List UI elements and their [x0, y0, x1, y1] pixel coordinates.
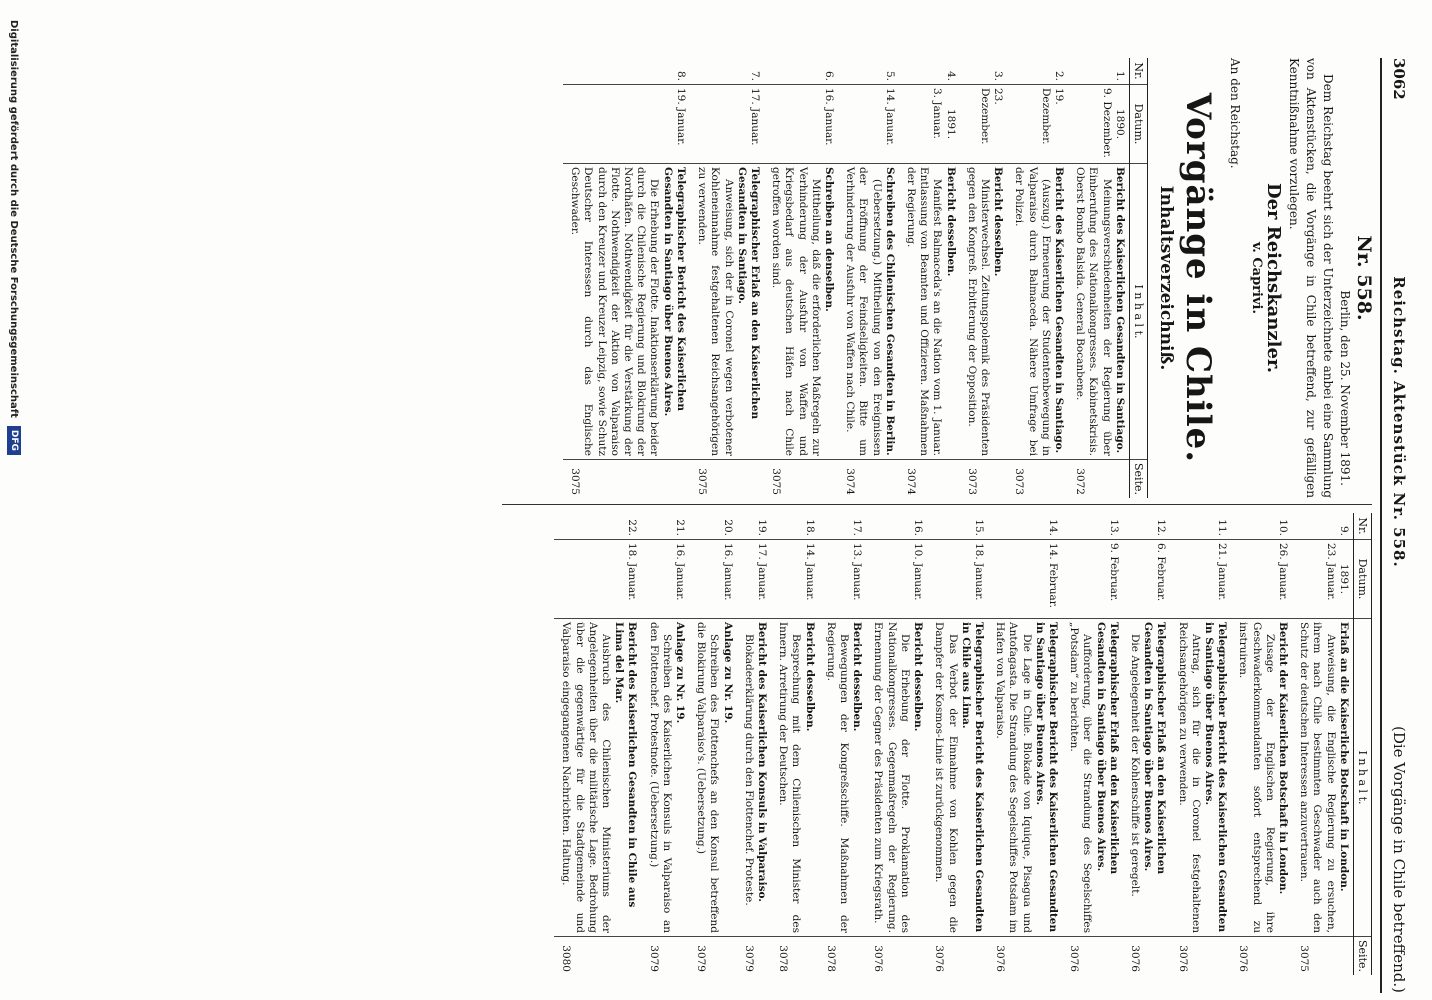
toc-entry: [988, 513, 1062, 975]
entry-year: 1891.: [1337, 563, 1350, 595]
entry-content: [771, 619, 819, 937]
entry-date: 17. Januar.: [756, 543, 769, 601]
entry-number: 18.: [803, 519, 816, 536]
entry-page: 3076: [1123, 937, 1171, 976]
toc-header-row: [1129, 58, 1147, 498]
dfg-logo-icon: DFG: [7, 426, 21, 455]
entry-number: 10.: [1276, 519, 1289, 536]
entry-subject: Bericht desselben.: [912, 622, 925, 732]
entry-summary: Die Erhebung der Flotte. Proklamation des Nationalkongresses. Gegenmaßregeln der Regierung. Ernennung der Gegner des Präsidenten zum Kriegsrath.: [872, 622, 911, 933]
entry-number: 8.: [674, 70, 687, 81]
entry-page: 3075: [1292, 937, 1353, 976]
entry-page: 3075: [563, 460, 690, 499]
entry-content: [1123, 619, 1171, 937]
entry-subject: Bericht desselben.: [803, 622, 816, 732]
entry-date: 19. Januar.: [674, 88, 687, 146]
entry-summary: Zusage der Englischen Regierung, ihre Geschwaderkommandanten sofort entsprechend zu instruiren.: [1237, 622, 1276, 933]
entry-number: 6.: [822, 70, 835, 81]
toc-entry: [563, 58, 690, 498]
entry-date: 16. Januar.: [674, 543, 687, 601]
dateline: Berlin, den 25. November 1891.: [1338, 290, 1352, 486]
entry-number: 12.: [1155, 519, 1168, 536]
entry-content: [866, 619, 927, 937]
toc-entry: [1292, 513, 1353, 975]
entry-page: 3076: [1231, 937, 1292, 976]
entry-subject: Anlage zu Nr. 19.: [674, 622, 687, 724]
entry-date-cell: [689, 540, 737, 619]
header-seite: Seite.: [1353, 937, 1371, 976]
entry-page: 3074: [838, 460, 899, 499]
entry-content: [819, 619, 867, 937]
toc-entry: [737, 513, 771, 975]
header-datum: Datum.: [1129, 85, 1147, 164]
toc-table-left: [563, 58, 1148, 498]
entry-content: [641, 619, 689, 937]
entry-content: [563, 164, 690, 460]
entry-content: [1292, 619, 1353, 937]
entry-content: [1068, 164, 1129, 460]
entry-subject: Bericht desselben.: [944, 167, 957, 277]
entry-summary: Anweisung, die Englische Regierung zu ersuchen, ihrem nach Chile bestimmten Geschwader auch den Schutz der deutschen Interessen anzuvertrauen.: [1298, 622, 1337, 933]
entry-page: 3076: [927, 937, 988, 976]
entry-page: 3079: [641, 937, 689, 976]
entry-summary: Schreiben des Kaiserlichen Konsuls in Valparaiso an den Flottenchef. Protestnote. (Uebersetzung.): [647, 622, 673, 933]
toc-entry: [554, 513, 641, 975]
entry-subject: Bericht des Kaiserlichen Gesandten in Santiago.: [1052, 167, 1065, 454]
entry-date: 14. Januar.: [883, 88, 896, 146]
entry-page: 3075: [764, 460, 838, 499]
entry-subject: Telegraphischer Erlaß an den Kaiserlichen Gesandten in Santiago.: [735, 167, 761, 420]
entry-content: [554, 619, 641, 937]
entry-content: [1231, 619, 1292, 937]
entry-date: 18. Januar.: [626, 543, 639, 601]
entry-date-cell: [1062, 540, 1123, 619]
entry-date-cell: [1292, 540, 1353, 619]
entry-number: 11.: [1216, 519, 1229, 536]
entry-date: 23. Januar.: [1324, 543, 1337, 601]
entry-subject: Telegraphischer Bericht des Kaiserlichen Gesandten in Santiago über Buenos Aires.: [661, 167, 687, 417]
entry-content: [764, 164, 838, 460]
entry-page: 3076: [866, 937, 927, 976]
entry-content: [899, 164, 960, 460]
entry-subject: Bericht desselben.: [992, 167, 1005, 277]
recipient: An den Reichstag.: [1228, 58, 1242, 169]
digitization-footer: [5, 20, 23, 980]
entry-summary: Ministerwechsel. Zeitungspolemik des Präsidenten gegen den Kongreß. Erbitterung der Opposition.: [965, 167, 991, 456]
entry-page: 3072: [1068, 460, 1129, 499]
entry-date-cell: [563, 85, 690, 164]
entry-subject: Anlage zu Nr. 19.: [721, 622, 734, 724]
toc-table-right: [554, 513, 1372, 975]
entry-page: 3076: [1170, 937, 1231, 976]
toc-header-row: [1353, 513, 1371, 975]
entry-content: [1062, 619, 1123, 937]
entry-date: 16. Januar.: [721, 543, 734, 601]
entry-page: 3073: [960, 460, 1008, 499]
entry-number: 14.: [1046, 519, 1059, 536]
entry-page: 3079: [737, 937, 771, 976]
entry-summary: Ausbruch des Chilenischen Ministeriums der Angelegenheiten über die militärische Lage. Bedrohung über die gegenwärtige für die Stadtgemeinde und Valparaiso eingegangenen Nachrichten. Haltung.: [560, 622, 613, 933]
entry-page: 3073: [1007, 460, 1068, 499]
entry-summary: (Uebersetzung.) Mittheilung von den Ereignissen der Eröffnung der Feindseligkeiten. Bitte um Verhinderung der Ausfuhr von Waffen nach Chile.: [844, 167, 883, 456]
entry-summary: Blokadeerklärung durch den Flottenchef. Proteste.: [742, 634, 755, 906]
entry-page: 3076: [988, 937, 1062, 976]
entry-number: 4.: [944, 70, 957, 81]
entry-date-cell: [737, 540, 771, 619]
entry-page: 3079: [689, 937, 737, 976]
entry-number: 5.: [883, 70, 896, 81]
entry-summary: Besprechung mit dem Chilenischen Minister des Innern. Arretirung der Deutschen.: [777, 622, 803, 933]
header-seite: Seite.: [1129, 460, 1147, 499]
entry-date: 19. Dezember.: [1039, 88, 1065, 145]
entry-date: 17. Januar.: [748, 88, 761, 146]
entry-subject: Erlaß an die Kaiserliche Botschaft in London.: [1337, 622, 1350, 892]
entry-subject: Telegraphischer Bericht des Kaiserlichen Gesandten in Chile aus Lima.: [959, 622, 985, 933]
entry-subject: Bericht desselben.: [851, 622, 864, 732]
entry-summary: Antrag, sich für die in Coronel festgehaltenen Reichsangehörigen zu verwenden.: [1176, 622, 1202, 933]
entry-date-cell: [554, 540, 641, 619]
entry-page: 3080: [554, 937, 641, 976]
entry-subject: Bericht des Kaiserlichen Gesandten in Chile aus Lima del Mar.: [613, 622, 639, 908]
entry-number: 13.: [1107, 519, 1120, 536]
entry-date-cell: [819, 540, 867, 619]
entry-page: 3074: [899, 460, 960, 499]
toc-entry: [819, 513, 867, 975]
entry-date-cell: [927, 540, 988, 619]
entry-date-cell: [988, 540, 1062, 619]
right-column: [554, 513, 1372, 975]
entry-subject: Telegraphischer Bericht des Kaiserlichen Gesandten in Santiago über Buenos Aires.: [1202, 622, 1229, 933]
entry-number: 20.: [721, 519, 734, 536]
entry-subject: Telegraphischer Erlaß an den Kaiserlichen Gesandten in Santiago über Buenos Aires.: [1094, 622, 1120, 875]
entry-date: 9. Februar.: [1107, 543, 1120, 602]
entry-summary: Bewegungen der Kongreßschiffe. Maßnahmen der Regierung.: [824, 622, 851, 933]
entry-summary: Anweisung, sich der in Coronel wegen verbotener Kohleneinnahme festgehaltenen Reichsangehörigen zu verwenden.: [696, 167, 735, 456]
entry-content: [838, 164, 899, 460]
toc-entry: [771, 513, 819, 975]
entry-summary: Meinungsverschiedenheiten der Regierung über Einberufung des Nationalkongresses. Kabinetskrisis. Oberst Bombo Balsida. General Bocanbene.: [1074, 167, 1113, 456]
toc-entry: [690, 58, 764, 498]
entry-summary: Mittheilung, daß die erforderlichen Maßregeln zur Verhinderung der Ausfuhr von Waffen und Kriegsbedarf aus deutschen Häfen nach Chile getroffen worden sind.: [770, 167, 822, 456]
entry-summary: Das Verbot der Einnahme von Kohlen gegen die Dampfer der Kosmos-Linie ist zurückgenommen.: [933, 622, 959, 933]
toc-entry: [641, 513, 689, 975]
toc-entry: [960, 58, 1008, 498]
entry-page: 3078: [771, 937, 819, 976]
entry-date: 18. Januar.: [972, 543, 985, 601]
toc-entry: [689, 513, 737, 975]
entry-number: 2.: [1052, 70, 1065, 81]
header-inhalt: I n h a l t.: [1353, 619, 1371, 937]
toc-entry: [927, 513, 988, 975]
document-number: Nr. 558.: [1353, 235, 1375, 321]
entry-date-cell: [960, 85, 1008, 164]
entry-date-cell: [690, 85, 764, 164]
left-column: [563, 58, 1375, 498]
entry-date-cell: [1068, 85, 1129, 164]
entry-subject: Bericht der Kaiserlichen Botschaft in London.: [1276, 622, 1289, 895]
entry-number: 22.: [626, 519, 639, 536]
entry-date: 3. Januar.: [931, 88, 944, 139]
toc-entry: [1231, 513, 1292, 975]
entry-number: 9.: [1337, 525, 1350, 536]
entry-summary: Die Erhebung der Flotte. Inaktionserklärung beider durch die Chilenische Regierung und Blokirung der Nordhäfen. Nothwendigkeit für die Verstärkung der Flotte. Nothwendigkeit der Aktion von Valparaiso durch den Kreuzer und Kreuzer Leipzig, sowie Schutz Deutscher Interessen durch das Englische Geschwader.: [569, 167, 661, 456]
entry-subject: Bericht des Kaiserlichen Gesandten in Santiago.: [1113, 167, 1126, 454]
entry-date-cell: [1123, 540, 1171, 619]
entry-date: 14. Februar.: [1046, 543, 1059, 608]
entry-date-cell: [1007, 85, 1068, 164]
entry-number: 16.: [912, 519, 925, 536]
column-divider: [502, 504, 1372, 505]
entry-summary: Die Angelegenheit der Kohlenschiffe ist geregelt.: [1128, 634, 1141, 897]
entry-date: 10. Januar.: [912, 543, 925, 601]
entry-content: [960, 164, 1008, 460]
entry-page: 3076: [1062, 937, 1123, 976]
entry-page: 3075: [690, 460, 764, 499]
entry-date: 26. Januar.: [1276, 543, 1289, 601]
entry-date-cell: [764, 85, 838, 164]
toc-entry: [838, 58, 899, 498]
entry-date: 6. Februar.: [1155, 543, 1168, 602]
document-title: Vorgänge in Chile.: [1178, 92, 1218, 464]
toc-entry: [1170, 513, 1231, 975]
entry-date: 21. Januar.: [1216, 543, 1229, 601]
entry-content: [690, 164, 764, 460]
entry-content: [689, 619, 737, 937]
entry-summary: Schreiben des Flottenchefs an den Konsul betreffend die Blokirung Valparaiso's. (Uebersetzung.): [695, 622, 721, 933]
entry-content: [927, 619, 988, 937]
office-title: Der Reichskanzler.: [1263, 182, 1284, 374]
running-title: Reichstag. Aktenstück Nr. 558.: [1390, 276, 1408, 568]
entry-subject: Schreiben des Chilenischen Gesandten in Berlin.: [883, 167, 896, 456]
entry-number: 1.: [1113, 70, 1126, 81]
cover-letter: [1226, 58, 1375, 498]
header-nr: Nr.: [1353, 513, 1371, 540]
entry-date-cell: [641, 540, 689, 619]
letter-text: Dem Reichstag beehrt sich der Unterzeichnete anbei eine Sammlung von Aktenstücken, die Vorgänge in Chile betreffend, zur gefälligen Kenntnißnahme vorzulegen.: [1287, 58, 1335, 498]
funding-notice: Digitalisierung gefördert durch die Deutsche Forschungsgemeinschaft: [8, 20, 20, 418]
entry-number: 15.: [972, 519, 985, 536]
toc-entry: [1068, 58, 1129, 498]
entry-subject: Telegraphischer Bericht des Kaiserlichen Gesandten in Santiago über Buenos Aires.: [1033, 622, 1059, 933]
entry-date-cell: [866, 540, 927, 619]
toc-entry: [1123, 513, 1171, 975]
entry-content: [737, 619, 771, 937]
header-nr: Nr.: [1129, 58, 1147, 85]
page-header: [1380, 58, 1408, 993]
toc-entry: [899, 58, 960, 498]
toc-entry: [764, 58, 838, 498]
entry-summary: Manifest Balmaceda's an die Nation vom 1. Januar. Entlassung von Beamten und Offizieren. Maßnahmen der Regierung.: [904, 167, 944, 456]
entry-number: 19.: [756, 519, 769, 536]
toc-entry: [1007, 58, 1068, 498]
entry-page: 3078: [819, 937, 867, 976]
entry-date-cell: [771, 540, 819, 619]
entry-date: 14. Januar.: [803, 543, 816, 601]
entry-content: [1007, 164, 1068, 460]
entry-date-cell: [899, 85, 960, 164]
entry-number: 17.: [851, 519, 864, 536]
entry-date: 16. Januar.: [822, 88, 835, 146]
entry-date: 9. Dezember.: [1100, 88, 1113, 158]
entry-number: 21.: [674, 519, 687, 536]
entry-year: 1890.: [1113, 108, 1126, 140]
entry-subject: Bericht des Kaiserlichen Konsuls in Valparaiso.: [756, 622, 769, 902]
header-datum: Datum.: [1353, 540, 1371, 619]
entry-number: 7.: [748, 70, 761, 81]
entry-date: 13. Januar.: [851, 543, 864, 601]
running-subtitle: (Die Vorgänge in Chile betreffend.): [1390, 725, 1408, 993]
entry-date-cell: [1231, 540, 1292, 619]
entry-year: 1891.: [944, 108, 957, 140]
entry-subject: Schreiben an denselben.: [822, 167, 835, 312]
entry-content: [988, 619, 1062, 937]
entry-summary: (Auszug.) Erneuerung der Studentenbewegung in Valparaiso durch Balmaceda. Nähere Umfrage bei der Polizei.: [1013, 167, 1052, 456]
toc-entry: [866, 513, 927, 975]
entry-summary: Die Lage in Chile. Blokade von Iquique, Pisagua und Antofagasta. Die Strandung des Segelschiffes Potsdam im Hafen von Valparaiso.: [994, 622, 1033, 933]
signature: v. Caprivi.: [1249, 242, 1264, 314]
entry-date-cell: [1170, 540, 1231, 619]
header-inhalt: I n h a l t.: [1129, 164, 1147, 460]
entry-number: 3.: [992, 70, 1005, 81]
document-subtitle: Inhaltsverzeichniß.: [1156, 185, 1176, 371]
page-number: 3062: [1390, 58, 1408, 100]
entry-date-cell: [838, 85, 899, 164]
entry-date: 23. Dezember.: [978, 88, 1005, 145]
toc-entry: [1062, 513, 1123, 975]
entry-content: [1170, 619, 1231, 937]
entry-summary: Aufforderung, über die Strandung des Segelschiffes „Potsdam“ zu berichten.: [1068, 622, 1094, 933]
entry-subject: Telegraphischer Erlaß an den Kaiserlichen Gesandten in Santiago über Buenos Aires.: [1142, 622, 1168, 875]
